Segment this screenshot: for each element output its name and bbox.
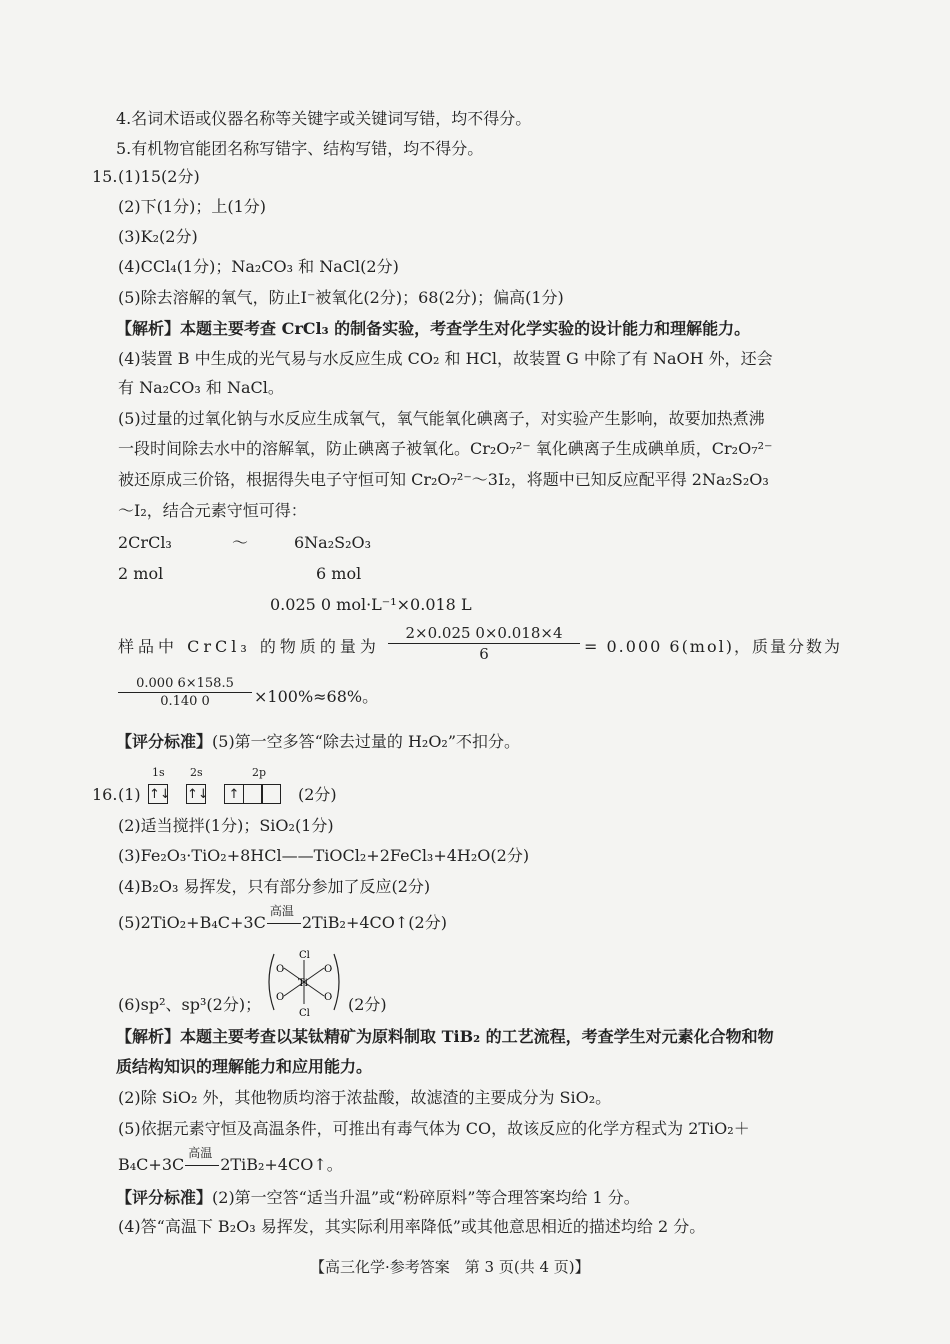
q16-analysis-line2: 质结构知识的理解能力和应用能力。 xyxy=(116,1057,373,1076)
reaction-condition-2 xyxy=(184,1146,220,1176)
q16-scoring-tag: 【评分标准】 xyxy=(116,1188,213,1207)
q15-answer-5: (5)除去溶解的氧气，防止I⁻被氧化(2分)；68(2分)；偏高(1分) xyxy=(118,288,564,307)
reaction-condition xyxy=(266,904,302,934)
q15-explain-4-line2: 有 Na₂CO₃ 和 NaCl。 xyxy=(118,378,284,397)
q16-analysis-tag: 【解析】 xyxy=(116,1027,181,1046)
fraction-mass-denominator: 0.140 0 xyxy=(160,694,210,709)
q16-answer-5 xyxy=(118,904,447,934)
structure-o-2: O xyxy=(324,964,333,975)
rule-4: 4.名词术语或仪器名称等关键字或关键词写错，均不得分。 xyxy=(116,109,532,128)
ti-complex-structure xyxy=(262,946,346,1018)
q15-scoring-tag: 【评分标准】 xyxy=(116,732,213,751)
fraction-bar xyxy=(118,692,252,693)
fraction-bar xyxy=(388,643,580,644)
sample-amount-suffix: = 0.000 6(mol)，质量分数为 xyxy=(584,637,842,656)
structure-o-4: O xyxy=(324,992,333,1003)
structure-cl-top: Cl xyxy=(299,950,310,961)
orbital-2s-box: ↑↓ xyxy=(186,784,206,804)
q15-explain-5-line3: 被还原成三价铬，根据得失电子守恒可知 Cr₂O₇²⁻～3I₂，将题中已知反应配平得 2Na₂S₂O₃ xyxy=(118,470,769,489)
calc-row1-right: 6Na₂S₂O₃ xyxy=(294,533,372,552)
q15-analysis-heading: 本题主要考查 CrCl₃ 的制备实验，考查学生对化学实验的设计能力和理解能力。 xyxy=(180,319,751,338)
fraction-mass-numerator: 0.000 6×158.5 xyxy=(136,676,234,691)
orbital-2p-box-1: ↑ xyxy=(224,784,244,804)
q16-answer-1-prefix: (1) xyxy=(118,785,141,804)
orbital-1s xyxy=(148,766,171,804)
q15-answer-3: (3)K₂(2分) xyxy=(118,227,198,246)
q15-explain-5-line2: 一段时间除去水中的溶解氧，防止碘离子被氧化。Cr₂O₇²⁻ 氧化碘离子生成碘单质，Cr₂O₇²⁻ xyxy=(118,439,773,458)
q16-answer-4: (4)B₂O₃ 易挥发，只有部分参加了反应(2分) xyxy=(118,877,431,896)
orbital-1s-box: ↑↓ xyxy=(148,784,168,804)
q15-answer-1: (1)15(2分) xyxy=(118,167,200,186)
structure-ti-center: Ti xyxy=(298,978,308,989)
q15-number: 15. xyxy=(92,167,118,186)
orbital-2p xyxy=(224,766,281,804)
structure-right-arc xyxy=(334,954,339,1010)
calc-row2-left: 2 mol xyxy=(118,564,164,583)
q16-answer-6-prefix: (6)sp²、sp³(2分)； xyxy=(118,995,262,1014)
q16-analysis-heading: 本题主要考查以某钛精矿为原料制取 TiB₂ 的工艺流程，考查学生对元素化合物和物 xyxy=(180,1027,774,1046)
q16-explain-5-line1: (5)依据元素守恒及高温条件，可推出有毒气体为 CO，故该反应的化学方程式为 2TiO₂＋ xyxy=(118,1119,750,1138)
q16-explain-5-products: 2TiB₂+4CO↑。 xyxy=(220,1155,343,1174)
q15-analysis-tag: 【解析】 xyxy=(116,319,181,338)
page-footer: 【高三化学·参考答案 第 3 页(共 4 页)】 xyxy=(310,1258,590,1276)
q15-explain-5-line1: (5)过量的过氧化钠与水反应生成氧气，氧气能氧化碘离子，对实验产生影响，故要加热煮沸 xyxy=(118,409,765,428)
q16-explain-5-line2 xyxy=(118,1146,343,1176)
q16-answer-1-score: (2分) xyxy=(298,785,337,804)
orbital-2s xyxy=(186,766,209,804)
reaction-arrow-line-2 xyxy=(185,1165,219,1166)
calc-row1-sep: ～ xyxy=(232,533,249,552)
reaction-arrow-line xyxy=(267,923,301,924)
structure-left-arc xyxy=(269,954,274,1010)
q16-explain-5-reactants: B₄C+3C xyxy=(118,1155,185,1174)
calc-row1-left: 2CrCl₃ xyxy=(118,533,172,552)
fraction-amount-numerator: 2×0.025 0×0.018×4 xyxy=(405,624,563,642)
q16-scoring-text-1: (2)第一空答“适当升温”或“粉碎原料”等合理答案均给 1 分。 xyxy=(212,1188,640,1207)
reaction-condition-label: 高温 xyxy=(269,904,294,918)
orbital-1s-label: 1s xyxy=(152,766,165,779)
q16-answer-6-score: (2分) xyxy=(348,995,387,1014)
q16-number: 16. xyxy=(92,785,118,804)
q16-explain-2: (2)除 SiO₂ 外，其他物质均溶于浓盐酸，故滤渣的主要成分为 SiO₂。 xyxy=(118,1088,612,1107)
q15-answer-4: (4)CCl₄(1分)；Na₂CO₃ 和 NaCl(2分) xyxy=(118,257,399,276)
q15-analysis xyxy=(116,318,750,340)
rule-5: 5.有机物官能团名称写错字、结构写错，均不得分。 xyxy=(116,139,484,158)
orbital-2p-box-2 xyxy=(243,784,263,804)
fraction-amount xyxy=(388,624,580,663)
q15-explain-5-line4: ～I₂，结合元素守恒可得： xyxy=(118,501,307,520)
q16-scoring-1 xyxy=(116,1187,640,1209)
sample-amount-prefix: 样品中 CrCl₃ 的物质的量为 xyxy=(118,637,380,656)
q15-scoring xyxy=(116,731,520,753)
structure-o-1: O xyxy=(276,964,285,975)
q16-answer-3: (3)Fe₂O₃·TiO₂+8HCl——TiOCl₂+2FeCl₃+4H₂O(2分) xyxy=(118,846,530,865)
reaction-condition-2-label: 高温 xyxy=(188,1146,213,1160)
structure-o-3: O xyxy=(276,992,285,1003)
q16-answer-5-reactants: (5)2TiO₂+B₄C+3C xyxy=(118,913,266,932)
mass-fraction-result: ×100%≈68%。 xyxy=(254,687,379,706)
orbital-2p-box-3 xyxy=(261,784,281,804)
calc-row2-right: 6 mol xyxy=(316,564,362,583)
q15-explain-4-line1: (4)装置 B 中生成的光气易与水反应生成 CO₂ 和 HCl，故装置 G 中除了有 NaOH 外，还会 xyxy=(118,349,773,368)
calc-row3: 0.025 0 mol·L⁻¹×0.018 L xyxy=(270,595,472,614)
q15-answer-2: (2)下(1分)；上(1分) xyxy=(118,197,266,216)
orbital-2s-label: 2s xyxy=(190,766,203,779)
fraction-amount-denominator: 6 xyxy=(479,645,489,663)
q16-answer-2: (2)适当搅拌(1分)；SiO₂(1分) xyxy=(118,816,334,835)
structure-cl-bottom: Cl xyxy=(299,1008,310,1018)
q16-answer-5-products: 2TiB₂+4CO↑(2分) xyxy=(301,913,447,932)
q15-scoring-text: (5)第一空多答“除去过量的 H₂O₂”不扣分。 xyxy=(212,732,521,751)
q16-scoring-2: (4)答“高温下 B₂O₃ 易挥发，其实际利用率降低”或其他意思相近的描述均给 2 分。 xyxy=(118,1217,706,1236)
q16-analysis-line1 xyxy=(116,1026,774,1048)
fraction-mass xyxy=(118,676,252,709)
orbital-2p-label: 2p xyxy=(252,766,267,779)
